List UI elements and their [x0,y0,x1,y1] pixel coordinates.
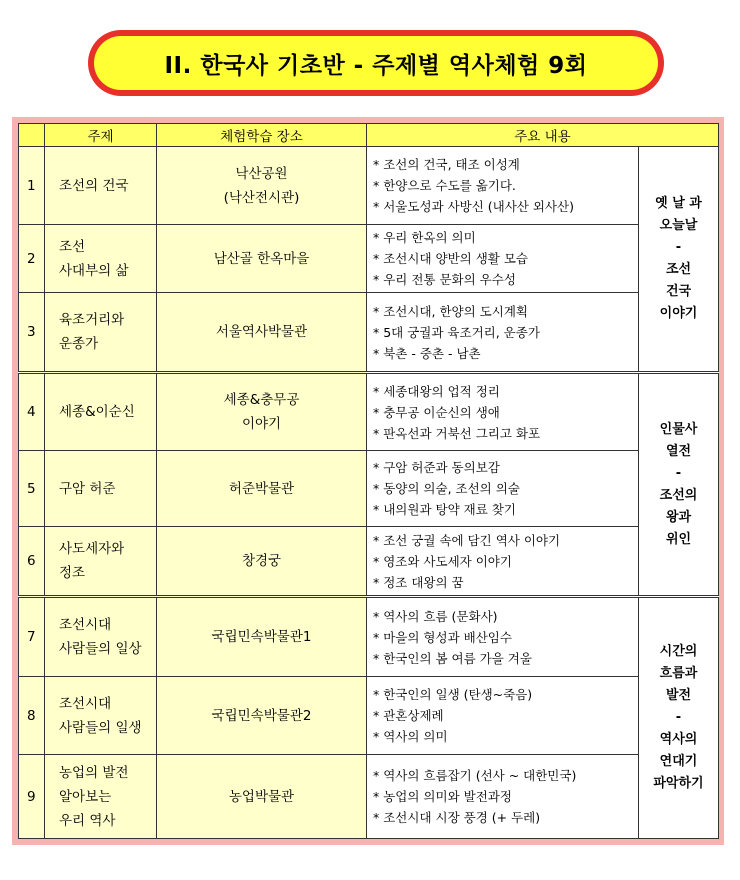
content-list [373,765,638,828]
table-row [19,677,719,755]
row-content [367,597,639,677]
table-row [19,527,719,597]
row-topic [45,755,157,839]
topic-line: 조선시대 [59,695,112,712]
row-place [157,373,367,451]
row-topic [45,527,157,597]
row-topic [45,451,157,527]
content-item: * 북촌 - 중촌 - 남촌 [373,343,638,364]
content-item: * 한국인의 봄 여름 가을 겨울 [373,648,638,669]
topic-line: 구암 허준 [59,480,116,497]
content-list [373,301,638,364]
row-content [367,373,639,451]
topic-line: 조선시대 [59,617,112,633]
theme-line: 조선의 [659,487,698,503]
row-number: 7 [19,597,45,677]
theme-group-1 [639,147,719,373]
content-item: * 역사의 흐름 (문화사) [373,606,638,627]
row-topic [45,225,157,293]
theme-line: 역사의 [659,732,698,747]
topic-line: 운종가 [59,336,99,352]
table-row [19,373,719,451]
row-number: 2 [19,225,45,293]
header-place: 체험학습 장소 [157,124,367,147]
content-item: * 서울도성과 사방신 (내사산 외사산) [373,196,638,217]
theme-line: 열전 [665,443,692,459]
header-row [19,124,719,147]
content-item: * 정조 대왕의 꿈 [373,572,638,593]
theme-line: 오늘날 [659,218,698,233]
row-content [367,755,639,839]
content-item: * 조선시대 시장 풍경 (+ 두레) [373,807,638,828]
theme-group-3 [639,597,719,839]
row-number: 1 [19,147,45,225]
theme-line: - [675,465,682,481]
program-table [18,123,719,839]
row-content [367,451,639,527]
theme-line: - [675,240,682,255]
content-item: * 역사의 흐름잡기 (선사 ~ 대한민국) [373,765,638,786]
theme-line: 건국 [665,284,692,299]
row-place [157,147,367,225]
content-item: * 판옥선과 거북선 그리고 화포 [373,423,638,444]
place-line: (낙산전시관) [223,189,300,206]
content-list [373,227,638,290]
row-number: 3 [19,293,45,373]
row-number: 4 [19,373,45,451]
content-item: * 조선의 건국, 태조 이성계 [373,154,638,175]
theme-line: 조선 [665,262,692,277]
place-line: 서울역사박물관 [215,324,308,340]
table-row [19,147,719,225]
row-place [157,677,367,755]
row-content [367,677,639,755]
content-item: * 마을의 형성과 배산임수 [373,627,638,648]
row-place [157,755,367,839]
row-content [367,527,639,597]
content-item: * 5대 궁궐과 육조거리, 운종가 [373,322,638,343]
content-list [373,381,638,444]
header-num [19,124,45,147]
header-topic: 주제 [45,124,157,147]
theme-line: 발전 [665,688,692,703]
topic-line: 사도세자와 [59,541,125,557]
content-list [373,530,638,593]
content-item: * 조선 궁궐 속에 담긴 역사 이야기 [373,530,638,551]
topic-line: 우리 역사 [59,812,116,829]
content-item: * 조선시대 양반의 생활 모습 [373,248,638,269]
topic-line: 세종&이순신 [59,404,135,420]
theme-line: 왕과 [665,509,692,525]
content-item: * 한양으로 수도를 옮기다. [373,175,638,196]
content-item: * 농업의 의미와 발전과정 [373,786,638,807]
theme-group-2 [639,373,719,597]
place-line: 낙산공원 [235,165,288,182]
content-item: * 내의원과 탕약 재료 찾기 [373,499,638,520]
row-number: 5 [19,451,45,527]
content-item: * 영조와 사도세자 이야기 [373,551,638,572]
content-item: * 세종대왕의 업적 정리 [373,381,638,402]
content-list [373,154,638,217]
content-item: * 조선시대, 한양의 도시계획 [373,301,638,322]
content-item: * 동양의 의술, 조선의 의술 [373,478,638,499]
place-line: 농업박물관 [228,788,295,805]
topic-line: 사대부의 삶 [59,262,129,279]
row-place [157,451,367,527]
row-number: 8 [19,677,45,755]
table-row [19,293,719,373]
topic-line: 육조거리와 [59,312,125,328]
page-title: II. 한국사 기초반 - 주제별 역사체험 9회 [164,52,588,79]
theme-line: 파악하기 [653,776,704,791]
content-item: * 우리 한옥의 의미 [373,227,638,248]
content-item: * 역사의 의미 [373,726,638,747]
row-number: 9 [19,755,45,839]
theme-line: 이야기 [659,306,698,321]
place-line: 이야기 [241,416,282,432]
content-list [373,457,638,520]
theme-line: 옛 날 과 [655,196,702,211]
topic-line: 알아보는 [59,788,112,805]
row-number: 6 [19,527,45,597]
theme-line: 인물사 [659,421,698,437]
row-topic [45,677,157,755]
theme-line: - [675,710,682,725]
content-item: * 한국인의 일생 (탄생~죽음) [373,684,638,705]
topic-line: 사람들의 일생 [59,719,142,736]
table-row [19,451,719,527]
content-item: * 구암 허준과 동의보감 [373,457,638,478]
topic-line: 정조 [59,565,86,581]
place-line: 세종&충무공 [223,392,300,408]
table-frame [12,117,724,845]
row-topic [45,373,157,451]
topic-line: 조선의 건국 [59,177,129,194]
row-place [157,293,367,373]
row-topic [45,293,157,373]
theme-line: 시간의 [659,644,698,659]
row-content [367,147,639,225]
title-banner [88,30,664,96]
table-body [19,147,719,839]
row-place [157,597,367,677]
content-item: * 관혼상제례 [373,705,638,726]
table-row [19,597,719,677]
content-list [373,684,638,747]
topic-line: 농업의 발전 [59,764,129,781]
table-row [19,755,719,839]
row-content [367,225,639,293]
theme-line: 연대기 [659,754,698,769]
place-line: 창경궁 [241,553,282,569]
theme-line: 위인 [665,531,692,547]
row-place [157,225,367,293]
header-content: 주요 내용 [367,124,719,147]
place-line: 남산골 한옥마을 [213,250,310,267]
topic-line: 조선 [59,238,86,255]
row-place [157,527,367,597]
theme-line: 흐름과 [659,666,698,681]
topic-line: 사람들의 일상 [59,641,142,657]
row-content [367,293,639,373]
place-line: 국립민속박물관1 [211,629,312,645]
content-list [373,606,638,669]
content-item: * 우리 전통 문화의 우수성 [373,269,638,290]
content-item: * 충무공 이순신의 생애 [373,402,638,423]
place-line: 국립민속박물관2 [211,707,312,724]
table-row [19,225,719,293]
row-topic [45,597,157,677]
row-topic [45,147,157,225]
place-line: 허준박물관 [228,480,295,497]
banner-fill [94,36,658,90]
